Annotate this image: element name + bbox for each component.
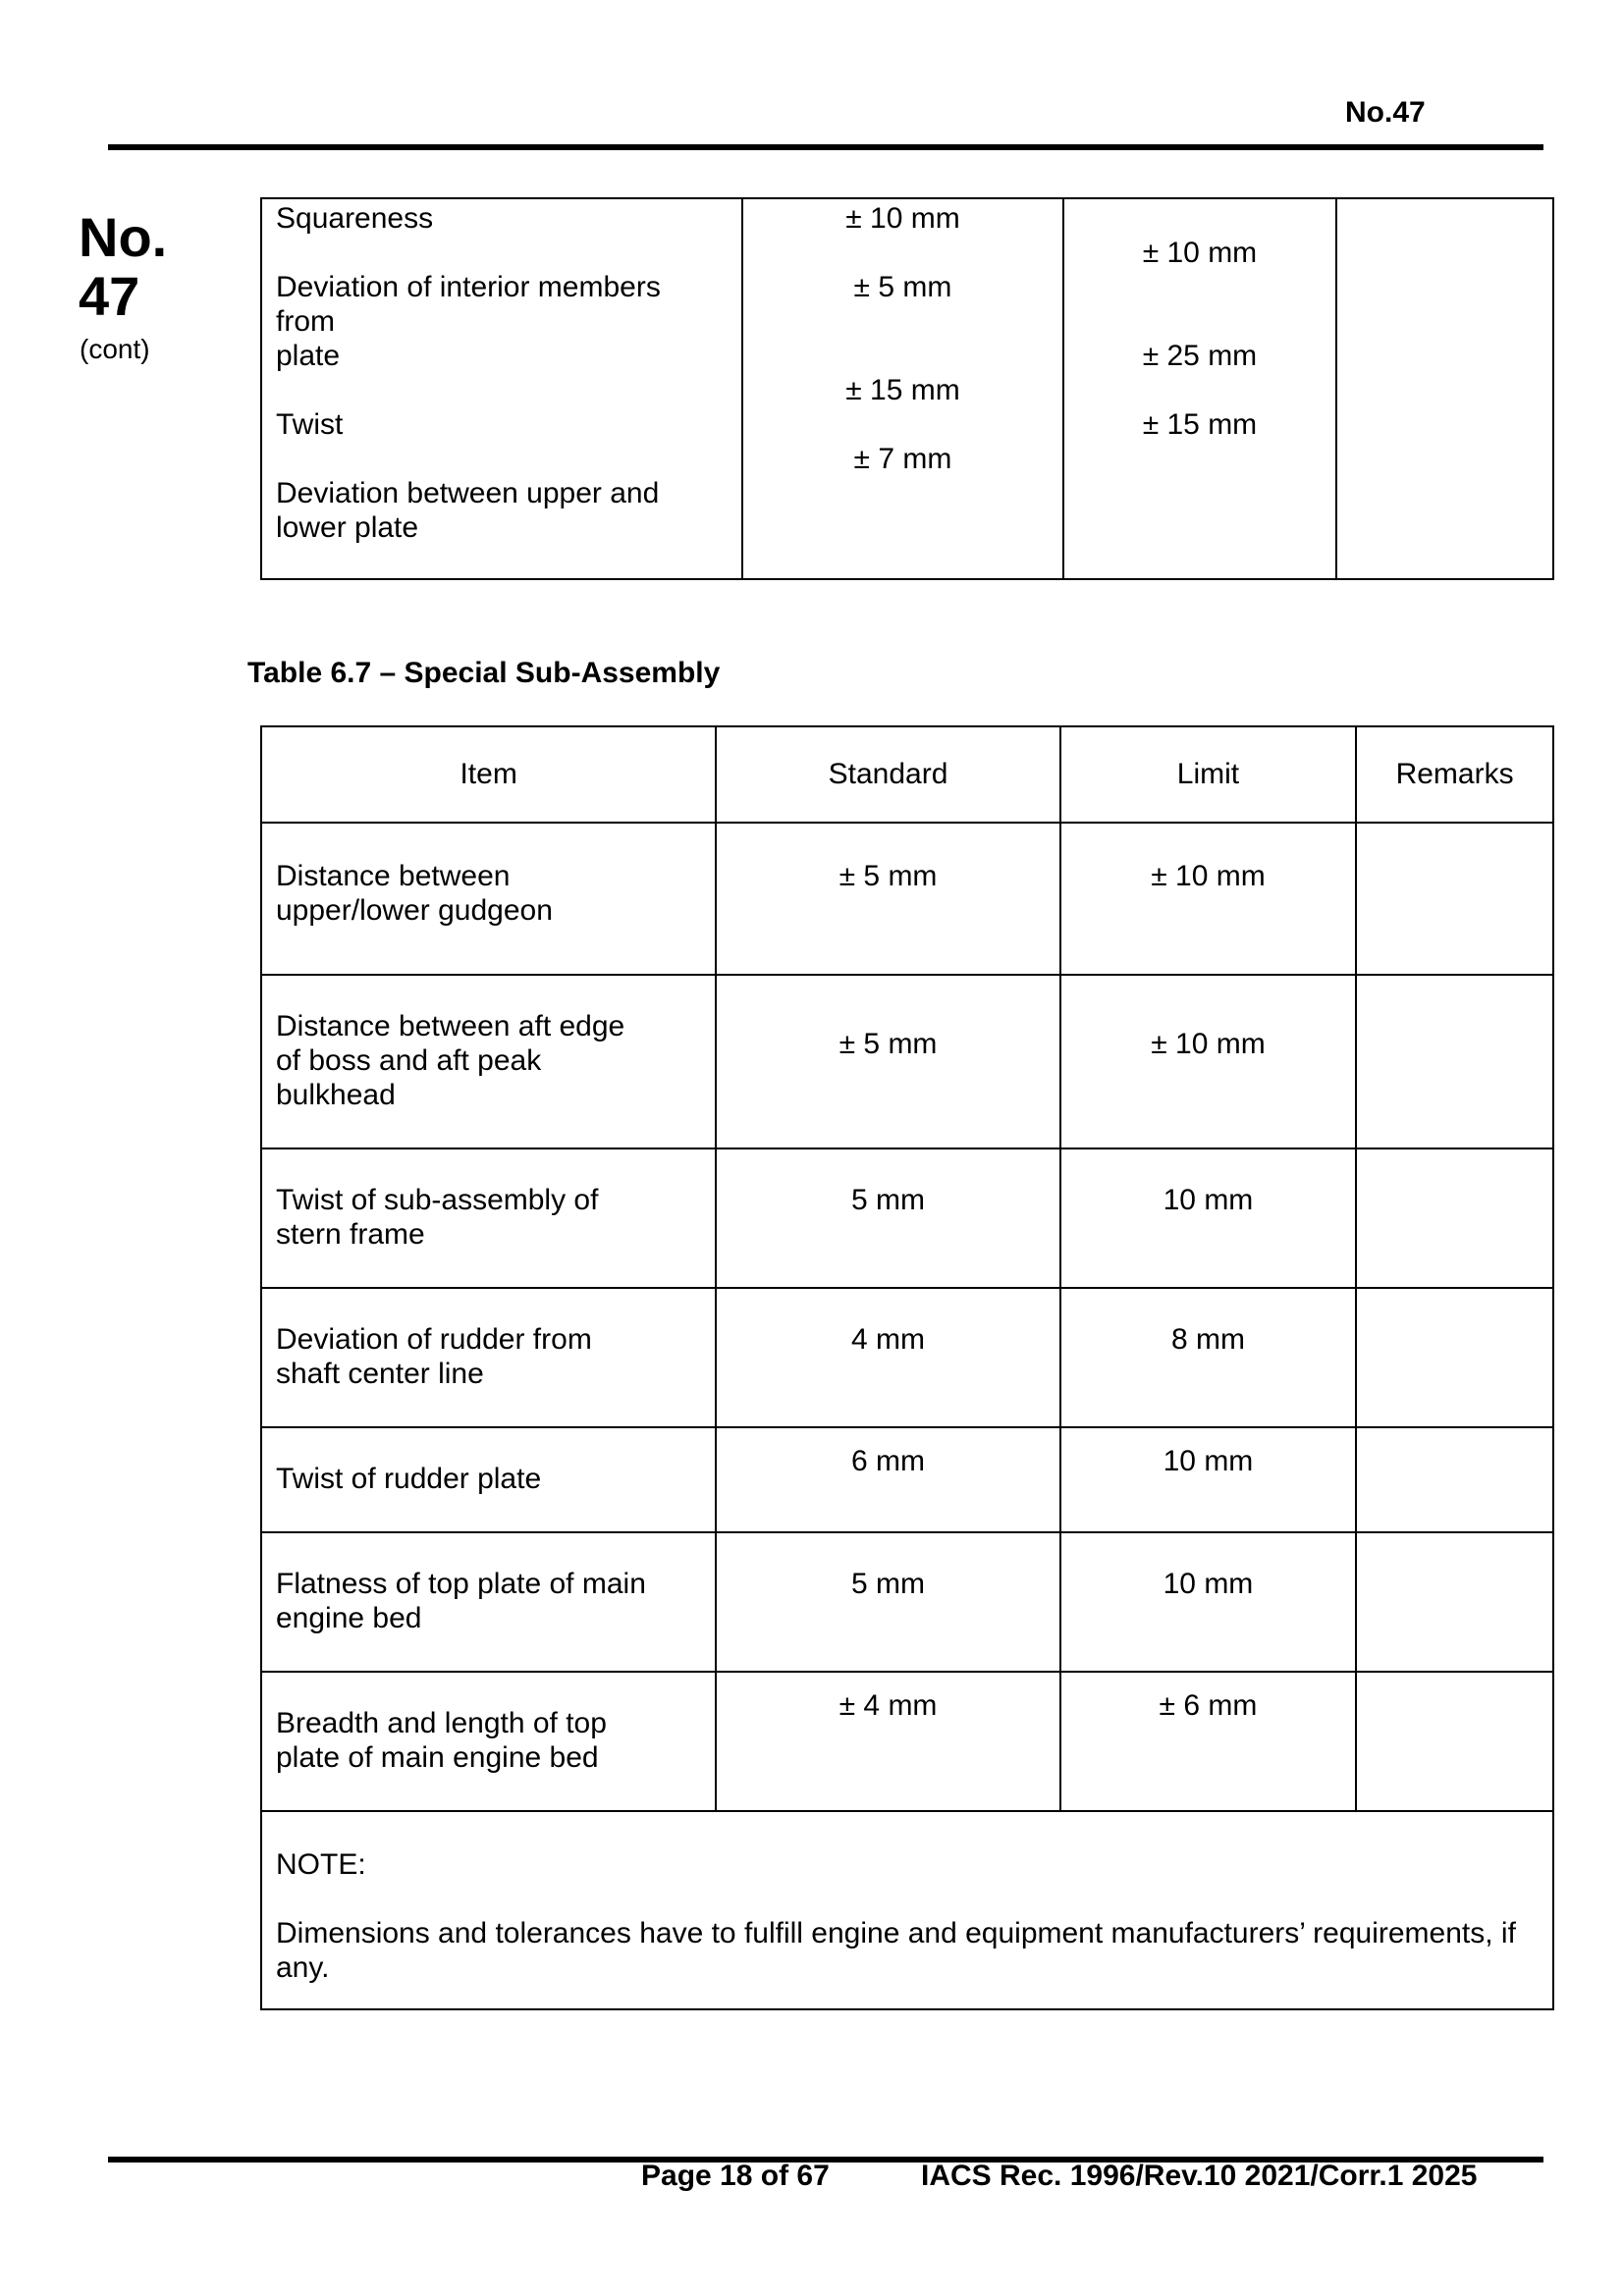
limit-value: 10 mm	[1163, 1568, 1254, 1600]
footer-document-reference: IACS Rec. 1996/Rev.10 2021/Corr.1 2025	[921, 2160, 1478, 2192]
limit-cell	[1060, 1532, 1356, 1672]
item-deviation-interior-3: plate	[276, 340, 341, 372]
header-item: Item	[261, 726, 716, 823]
side-number-value: 47	[79, 265, 140, 327]
note-row	[261, 1811, 1553, 2009]
standard-cell	[716, 1288, 1059, 1427]
item-line: Breadth and length of top	[276, 1707, 607, 1739]
item-cell	[261, 1288, 716, 1427]
limit-value: ± 10 mm	[1151, 1028, 1266, 1060]
side-continued-label: (cont)	[80, 334, 150, 364]
continued-table	[260, 197, 1554, 580]
item-line: Deviation of rudder from	[276, 1323, 592, 1356]
remarks-cell	[1356, 1288, 1553, 1427]
item-line: shaft center line	[276, 1358, 484, 1390]
standard-squareness: ± 10 mm	[845, 202, 960, 235]
limit-cell	[1060, 1288, 1356, 1427]
table-row	[261, 1427, 1553, 1532]
remarks-cell	[1356, 1427, 1553, 1532]
item-cell	[261, 1672, 716, 1811]
limit-deviation-interior: ± 25 mm	[1142, 340, 1258, 372]
remarks-cell	[1336, 198, 1553, 579]
remarks-cell	[1356, 823, 1553, 975]
limit-cell	[1060, 823, 1356, 975]
side-number-label: No.	[79, 206, 168, 268]
item-cell	[261, 1532, 716, 1672]
limit-value: 10 mm	[1163, 1184, 1254, 1216]
item-deviation-upper-lower: Deviation between upper and	[276, 477, 660, 509]
standard-cell	[716, 823, 1059, 975]
item-line: bulkhead	[276, 1079, 396, 1111]
note-cell	[261, 1811, 1553, 2009]
item-line: stern frame	[276, 1218, 425, 1251]
standard-twist: ± 15 mm	[845, 374, 960, 406]
item-line: Twist of rudder plate	[276, 1463, 542, 1495]
item-line: Distance between aft edge	[276, 1010, 625, 1042]
note-label: NOTE:	[276, 1848, 366, 1881]
standard-value: ± 4 mm	[839, 1689, 938, 1722]
standard-cell	[716, 1672, 1059, 1811]
table-row	[261, 823, 1553, 975]
table-row	[261, 1672, 1553, 1811]
item-line: plate of main engine bed	[276, 1741, 599, 1774]
limit-value: 8 mm	[1170, 1323, 1245, 1356]
limit-cell	[1063, 198, 1336, 579]
limit-cell	[1060, 1427, 1356, 1532]
limit-cell	[1060, 975, 1356, 1148]
header-standard: Standard	[716, 726, 1059, 823]
item-cell	[261, 1148, 716, 1288]
item-cell	[261, 198, 742, 579]
header-rule	[108, 144, 1543, 150]
item-cell	[261, 975, 716, 1148]
limit-value: ± 6 mm	[1159, 1689, 1258, 1722]
footer-page-number: Page 18 of 67	[641, 2160, 830, 2192]
standard-cell	[716, 1532, 1059, 1672]
standard-value: ± 5 mm	[839, 1028, 938, 1060]
limit-twist: ± 15 mm	[1142, 408, 1258, 441]
standard-cell	[716, 1427, 1059, 1532]
item-line: of boss and aft peak	[276, 1044, 542, 1077]
standard-value: 5 mm	[851, 1184, 926, 1216]
standard-deviation-upper-lower: ± 7 mm	[853, 443, 952, 475]
standard-value: 4 mm	[851, 1323, 926, 1356]
note-text: Dimensions and tolerances have to fulfill engine and equipment manufacturers’ requirements, if any.	[276, 1917, 1516, 1984]
table-row	[261, 1148, 1553, 1288]
item-deviation-upper-lower-2: lower plate	[276, 511, 419, 544]
limit-squareness: ± 10 mm	[1142, 237, 1258, 269]
header-remarks: Remarks	[1356, 726, 1553, 823]
item-cell	[261, 1427, 716, 1532]
limit-cell	[1060, 1672, 1356, 1811]
table-header-row	[261, 726, 1553, 823]
remarks-cell	[1356, 975, 1553, 1148]
standard-cell	[716, 975, 1059, 1148]
standard-value: 6 mm	[851, 1445, 926, 1477]
item-deviation-interior-2: from	[276, 305, 335, 338]
standard-cell	[716, 1148, 1059, 1288]
table-row	[261, 1288, 1553, 1427]
item-line: Flatness of top plate of main	[276, 1568, 646, 1600]
remarks-cell	[1356, 1672, 1553, 1811]
table-caption: Table 6.7 – Special Sub-Assembly	[247, 657, 721, 689]
standard-deviation-interior: ± 5 mm	[853, 271, 952, 303]
item-line: Distance between	[276, 860, 511, 892]
table-row	[261, 1532, 1553, 1672]
limit-value: 10 mm	[1163, 1445, 1254, 1477]
header-document-number: No.47	[1345, 96, 1426, 129]
table-row	[261, 975, 1553, 1148]
side-document-number	[79, 208, 167, 326]
special-sub-assembly-table	[260, 725, 1554, 2010]
header-limit: Limit	[1060, 726, 1356, 823]
table-row	[261, 198, 1553, 579]
item-line: engine bed	[276, 1602, 422, 1634]
item-squareness: Squareness	[276, 202, 434, 235]
remarks-cell	[1356, 1532, 1553, 1672]
standard-cell	[742, 198, 1063, 579]
item-line: Twist of sub-assembly of	[276, 1184, 599, 1216]
standard-value: 5 mm	[851, 1568, 926, 1600]
item-cell	[261, 823, 716, 975]
limit-value: ± 10 mm	[1151, 860, 1266, 892]
limit-cell	[1060, 1148, 1356, 1288]
item-line: upper/lower gudgeon	[276, 894, 553, 927]
standard-value: ± 5 mm	[839, 860, 938, 892]
remarks-cell	[1356, 1148, 1553, 1288]
item-deviation-interior: Deviation of interior members	[276, 271, 661, 303]
item-twist: Twist	[276, 408, 344, 441]
